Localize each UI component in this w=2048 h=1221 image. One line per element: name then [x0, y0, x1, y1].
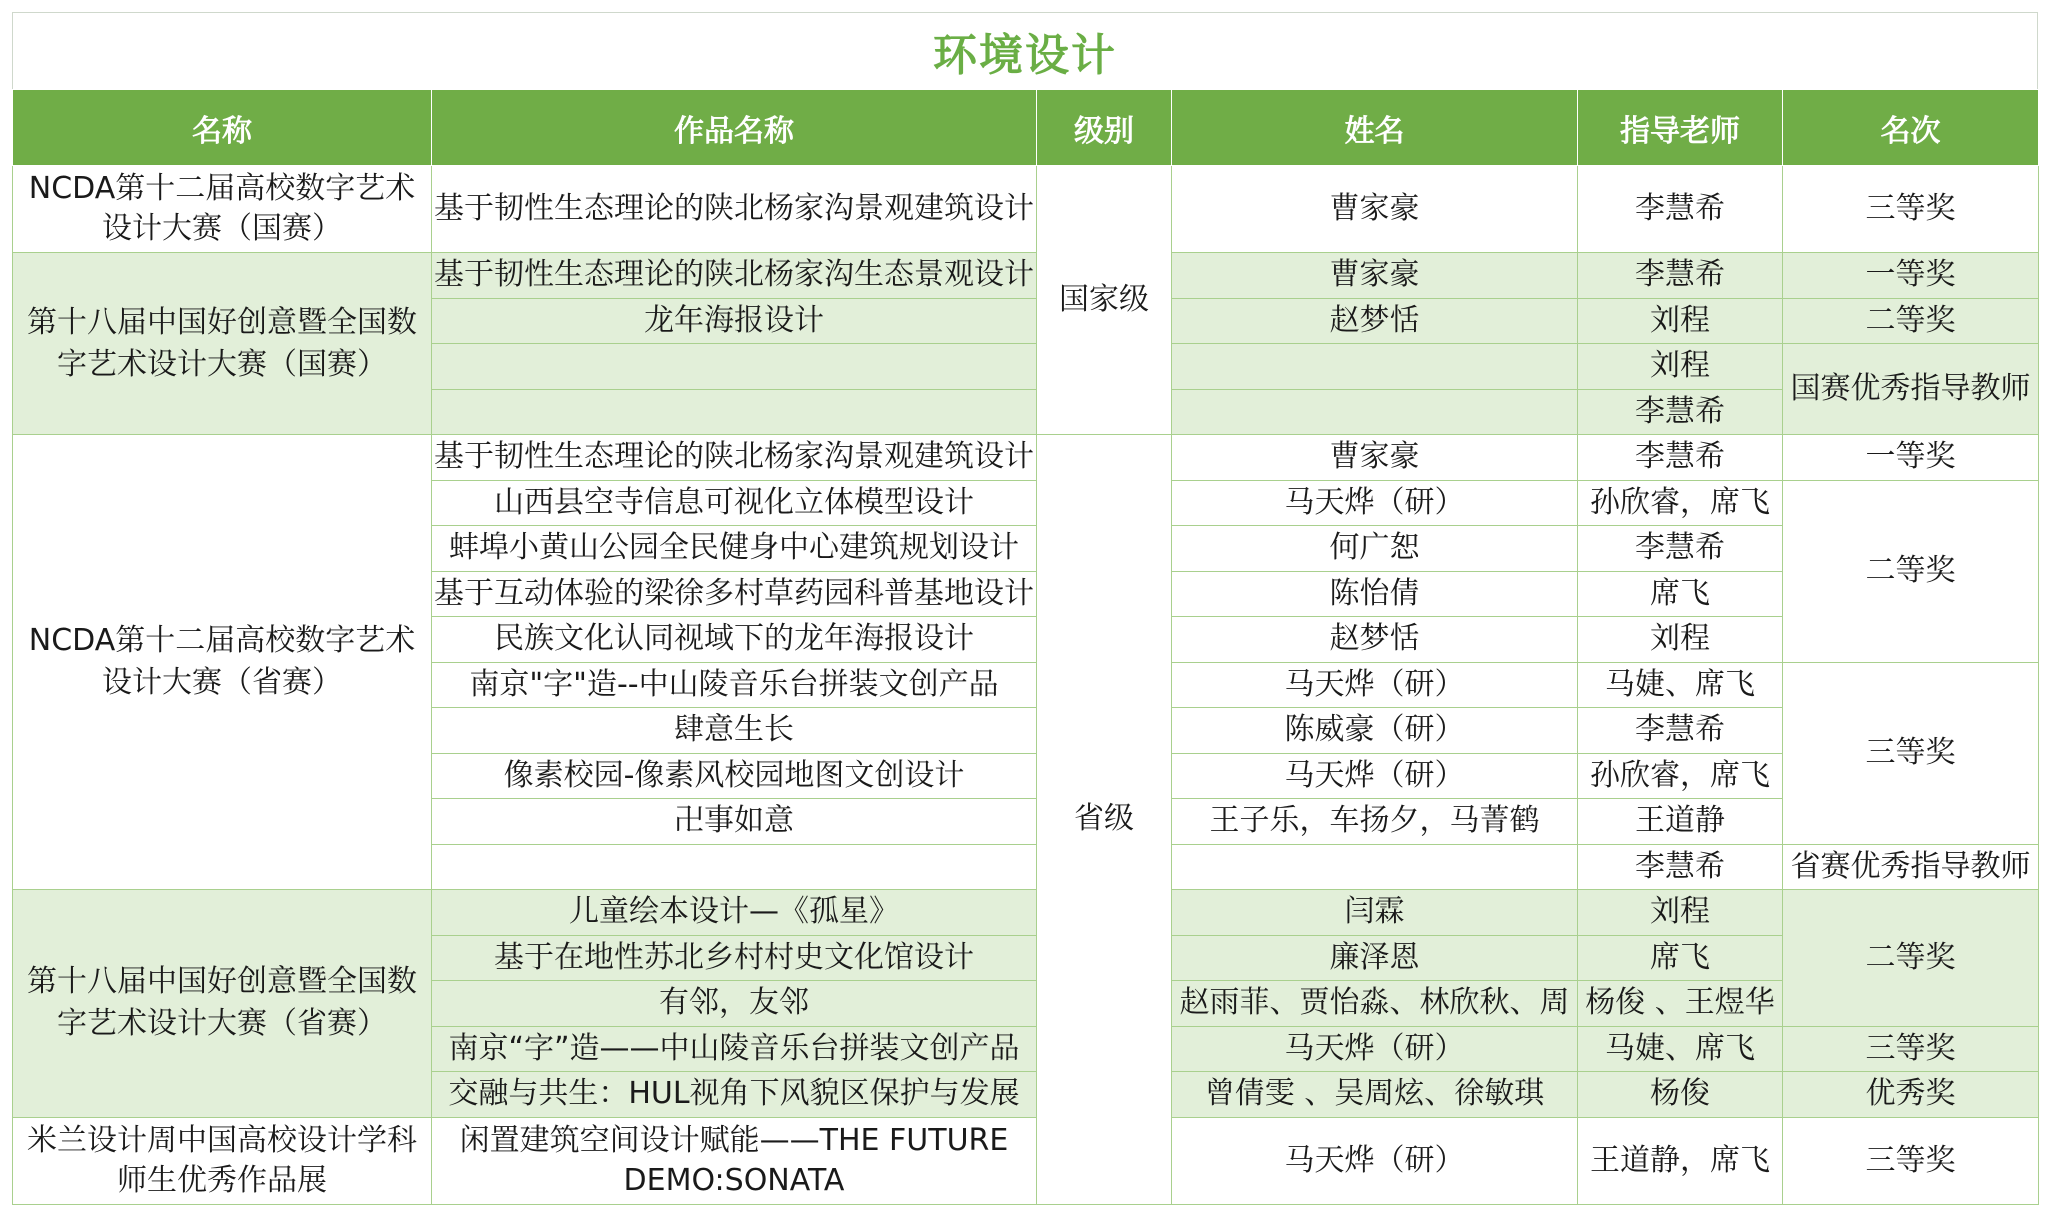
teacher-cell[interactable]: 李慧希 [1578, 253, 1783, 299]
student-cell[interactable]: 马天烨（研） [1172, 480, 1578, 526]
spreadsheet [12, 12, 2038, 1205]
work-cell[interactable]: 闲置建筑空间设计赋能——THE FUTURE DEMO:SONATA [432, 1117, 1037, 1204]
rank-cell[interactable]: 一等奖 [1783, 253, 2039, 299]
student-cell[interactable]: 赵雨菲、贾怡淼、林欣秋、周 [1172, 981, 1578, 1027]
work-cell[interactable]: 基于互动体验的梁徐多村草药园科普基地设计 [432, 571, 1037, 617]
work-cell[interactable] [432, 344, 1037, 390]
teacher-cell[interactable]: 孙欣睿，席飞 [1578, 753, 1783, 799]
work-cell[interactable]: 卍事如意 [432, 799, 1037, 845]
table-row [13, 1117, 2039, 1204]
work-cell[interactable]: 基于韧性生态理论的陕北杨家沟景观建筑设计 [432, 166, 1037, 253]
student-cell[interactable]: 马天烨（研） [1172, 753, 1578, 799]
work-cell[interactable]: 有邻，友邻 [432, 981, 1037, 1027]
student-cell[interactable] [1172, 344, 1578, 390]
rank-cell[interactable]: 三等奖 [1783, 1117, 2039, 1204]
rank-cell[interactable]: 三等奖 [1783, 1026, 2039, 1072]
student-cell[interactable] [1172, 389, 1578, 435]
teacher-cell[interactable]: 李慧希 [1578, 526, 1783, 572]
student-cell[interactable] [1172, 844, 1578, 890]
table-row [13, 435, 2039, 481]
work-cell[interactable]: 儿童绘本设计—《孤星》 [432, 890, 1037, 936]
header-work[interactable]: 作品名称 [432, 90, 1037, 166]
work-cell[interactable] [432, 844, 1037, 890]
student-cell[interactable]: 陈怡倩 [1172, 571, 1578, 617]
student-cell[interactable]: 赵梦恬 [1172, 298, 1578, 344]
teacher-cell[interactable]: 席飞 [1578, 935, 1783, 981]
teacher-cell[interactable]: 李慧希 [1578, 844, 1783, 890]
rank-cell[interactable]: 二等奖 [1783, 890, 2039, 1027]
rank-cell[interactable]: 优秀奖 [1783, 1072, 2039, 1118]
student-cell[interactable]: 曾倩雯 、吴周炫、徐敏琪 [1172, 1072, 1578, 1118]
teacher-cell[interactable]: 杨俊 、王煜华 [1578, 981, 1783, 1027]
work-cell[interactable]: 基于韧性生态理论的陕北杨家沟生态景观设计 [432, 253, 1037, 299]
table-row [13, 166, 2039, 253]
teacher-cell[interactable]: 李慧希 [1578, 435, 1783, 481]
level-cell[interactable]: 省级 [1037, 435, 1172, 1205]
student-cell[interactable]: 赵梦恬 [1172, 617, 1578, 663]
student-cell[interactable]: 马天烨（研） [1172, 1026, 1578, 1072]
work-cell[interactable]: 基于韧性生态理论的陕北杨家沟景观建筑设计 [432, 435, 1037, 481]
student-cell[interactable]: 廉泽恩 [1172, 935, 1578, 981]
teacher-cell[interactable]: 孙欣睿，席飞 [1578, 480, 1783, 526]
header-student[interactable]: 姓名 [1172, 90, 1578, 166]
student-cell[interactable]: 闫霖 [1172, 890, 1578, 936]
table-row [13, 890, 2039, 936]
student-cell[interactable]: 何广恕 [1172, 526, 1578, 572]
student-cell[interactable]: 马天烨（研） [1172, 662, 1578, 708]
student-cell[interactable]: 曹家豪 [1172, 435, 1578, 481]
rank-cell[interactable]: 三等奖 [1783, 166, 2039, 253]
teacher-cell[interactable]: 刘程 [1578, 344, 1783, 390]
competition-cell[interactable]: NCDA第十二届高校数字艺术设计大赛（国赛） [13, 166, 432, 253]
work-cell[interactable]: 像素校园-像素风校园地图文创设计 [432, 753, 1037, 799]
level-cell[interactable]: 国家级 [1037, 166, 1172, 435]
rank-cell[interactable]: 一等奖 [1783, 435, 2039, 481]
header-row [13, 90, 2039, 166]
teacher-cell[interactable]: 刘程 [1578, 890, 1783, 936]
table-row [13, 253, 2039, 299]
work-cell[interactable] [432, 389, 1037, 435]
competition-cell[interactable]: 第十八届中国好创意暨全国数字艺术设计大赛（省赛） [13, 890, 432, 1118]
teacher-cell[interactable]: 马婕、席飞 [1578, 1026, 1783, 1072]
student-cell[interactable]: 曹家豪 [1172, 253, 1578, 299]
student-cell[interactable]: 曹家豪 [1172, 166, 1578, 253]
header-rank[interactable]: 名次 [1783, 90, 2039, 166]
work-cell[interactable]: 交融与共生：HUL视角下风貌区保护与发展 [432, 1072, 1037, 1118]
rank-cell[interactable]: 二等奖 [1783, 480, 2039, 662]
teacher-cell[interactable]: 王道静 [1578, 799, 1783, 845]
work-cell[interactable]: 南京"字"造--中山陵音乐台拼装文创产品 [432, 662, 1037, 708]
rank-cell[interactable]: 二等奖 [1783, 298, 2039, 344]
teacher-cell[interactable]: 李慧希 [1578, 166, 1783, 253]
work-cell[interactable]: 龙年海报设计 [432, 298, 1037, 344]
rank-cell[interactable]: 省赛优秀指导教师 [1783, 844, 2039, 890]
teacher-cell[interactable]: 李慧希 [1578, 708, 1783, 754]
header-level[interactable]: 级别 [1037, 90, 1172, 166]
teacher-cell[interactable]: 刘程 [1578, 298, 1783, 344]
work-cell[interactable]: 山西县空寺信息可视化立体模型设计 [432, 480, 1037, 526]
teacher-cell[interactable]: 马婕、席飞 [1578, 662, 1783, 708]
sheet-title: 环境设计 [12, 12, 2038, 89]
teacher-cell[interactable]: 刘程 [1578, 617, 1783, 663]
competition-cell[interactable]: NCDA第十二届高校数字艺术设计大赛（省赛） [13, 435, 432, 890]
teacher-cell[interactable]: 席飞 [1578, 571, 1783, 617]
student-cell[interactable]: 王子乐，车扬夕，马菁鹤 [1172, 799, 1578, 845]
header-competition[interactable]: 名称 [13, 90, 432, 166]
student-cell[interactable]: 陈威豪（研） [1172, 708, 1578, 754]
teacher-cell[interactable]: 李慧希 [1578, 389, 1783, 435]
competition-cell[interactable]: 米兰设计周中国高校设计学科师生优秀作品展 [13, 1117, 432, 1204]
work-cell[interactable]: 基于在地性苏北乡村村史文化馆设计 [432, 935, 1037, 981]
rank-cell[interactable]: 三等奖 [1783, 662, 2039, 844]
work-cell[interactable]: 肆意生长 [432, 708, 1037, 754]
teacher-cell[interactable]: 杨俊 [1578, 1072, 1783, 1118]
work-cell[interactable]: 蚌埠小黄山公园全民健身中心建筑规划设计 [432, 526, 1037, 572]
rank-cell[interactable]: 国赛优秀指导教师 [1783, 344, 2039, 435]
work-cell[interactable]: 民族文化认同视域下的龙年海报设计 [432, 617, 1037, 663]
teacher-cell[interactable]: 王道静，席飞 [1578, 1117, 1783, 1204]
student-cell[interactable]: 马天烨（研） [1172, 1117, 1578, 1204]
header-teacher[interactable]: 指导老师 [1578, 90, 1783, 166]
awards-table [12, 89, 2039, 1205]
competition-cell[interactable]: 第十八届中国好创意暨全国数字艺术设计大赛（国赛） [13, 253, 432, 435]
work-cell[interactable]: 南京“字”造——中山陵音乐台拼装文创产品 [432, 1026, 1037, 1072]
